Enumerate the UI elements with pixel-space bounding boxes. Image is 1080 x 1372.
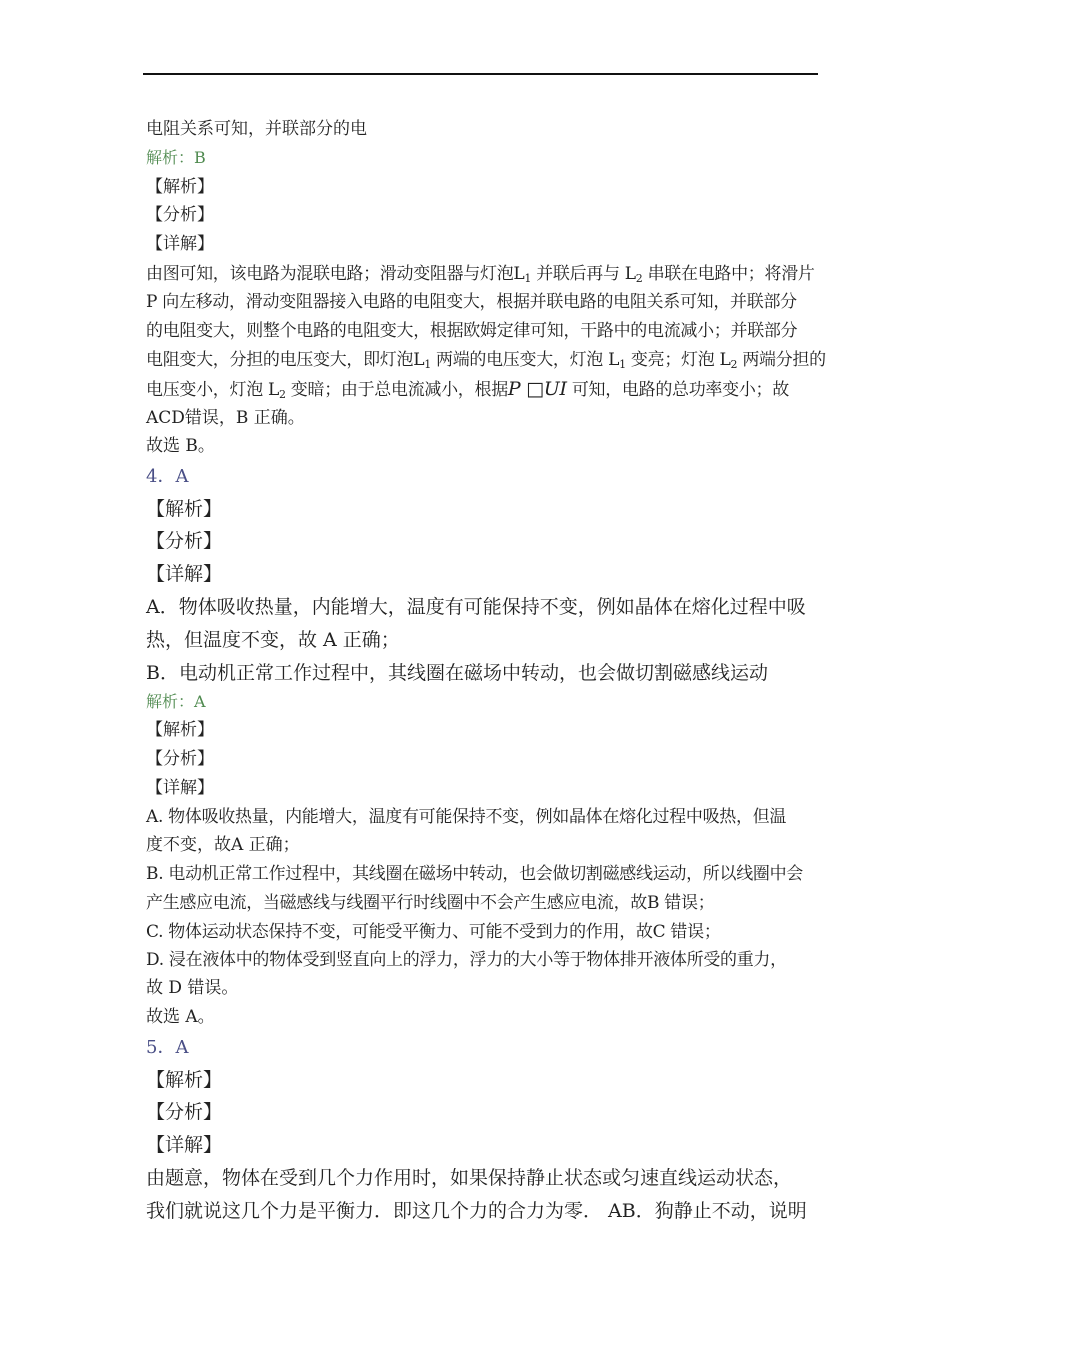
text-line: B. 电动机正常工作过程中，其线圈在磁场中转动，也会做切割磁感线运动，所以线圈中会	[146, 864, 803, 884]
text-line: 度不变，故A 正确；	[146, 835, 300, 855]
text-line: ACD错误，B 正确。	[146, 408, 305, 428]
section-heading: 【解析】	[146, 720, 214, 740]
section-heading: 【详解】	[146, 234, 214, 254]
text-line: 电阻关系可知，并联部分的电	[146, 119, 367, 139]
text-line: D. 浸在液体中的物体受到竖直向上的浮力，浮力的大小等于物体排开液体所受的重力，	[146, 950, 787, 970]
section-heading: 【解析】	[146, 498, 223, 520]
section-heading: 【详解】	[146, 1134, 223, 1156]
text-line: A. 物体吸收热量，内能增大，温度有可能保持不变，例如晶体在熔化过程中吸热，但温	[146, 807, 787, 827]
section-heading: 【分析】	[146, 530, 223, 552]
text-line: 故选 A。	[146, 1007, 215, 1027]
section-heading: 【解析】	[146, 1069, 223, 1091]
formula: P □UI	[507, 378, 567, 400]
text-line: C. 物体运动状态保持不变，可能受平衡力、可能不受到力的作用，故C 错误；	[146, 922, 721, 942]
text-line: 故选 B。	[146, 436, 215, 456]
section-heading: 【分析】	[146, 1101, 223, 1123]
text-line: A．物体吸收热量，内能增大，温度有可能保持不变，例如晶体在熔化过程中吸	[146, 596, 806, 618]
section-heading: 【解析】	[146, 177, 214, 197]
header-rule	[143, 73, 818, 75]
section-heading: 【详解】	[146, 778, 214, 798]
question-number: 4．A	[146, 466, 189, 487]
text-line: P 向左移动，滑动变阻器接入电路的电阻变大，根据并联电路的电阻关系可知，并联部分	[146, 292, 797, 312]
text-line: 电压变小，灯泡 $L_2$ 变暗；由于总电流减小，根据P □UI 可知，电路的总功率变小；故	[146, 378, 789, 401]
question-number: 5．A	[146, 1037, 189, 1058]
text-line: 的电阻变大，则整个电路的电阻变大，根据欧姆定律可知，干路中的电流减小；并联部分	[146, 321, 798, 341]
text-line: 热，但温度不变，故 A 正确；	[146, 629, 400, 651]
text-line: B．电动机正常工作过程中，其线圈在磁场中转动，也会做切割磁感线运动	[146, 662, 768, 684]
answer-label: 解析：B	[146, 148, 206, 167]
text-line: 我们就说这几个力是平衡力．即这几个力的合力为零． AB．狗静止不动，说明	[146, 1200, 807, 1222]
text-line: 电阻变大，分担的电压变大，即灯泡$L_1$ 两端的电压变大，灯泡 $L_1$ 变亮；灯泡 $L_2$ 两端分担的	[146, 350, 826, 371]
text-line: 故 D 错误。	[146, 978, 239, 998]
text-line: 由图可知，该电路为混联电路；滑动变阻器与灯泡$L_1$ 并联后再与 $L_2$ 串联在电路中；将滑片	[146, 264, 815, 285]
section-heading: 【分析】	[146, 749, 214, 769]
section-heading: 【详解】	[146, 563, 223, 585]
text-line: 由题意，物体在受到几个力作用时，如果保持静止状态或匀速直线运动状态，	[146, 1167, 793, 1189]
answer-label: 解析：A	[146, 692, 206, 711]
section-heading: 【分析】	[146, 205, 214, 225]
text-line: 产生感应电流，当磁感线与线圈平行时线圈中不会产生感应电流，故B 错误；	[146, 893, 715, 913]
